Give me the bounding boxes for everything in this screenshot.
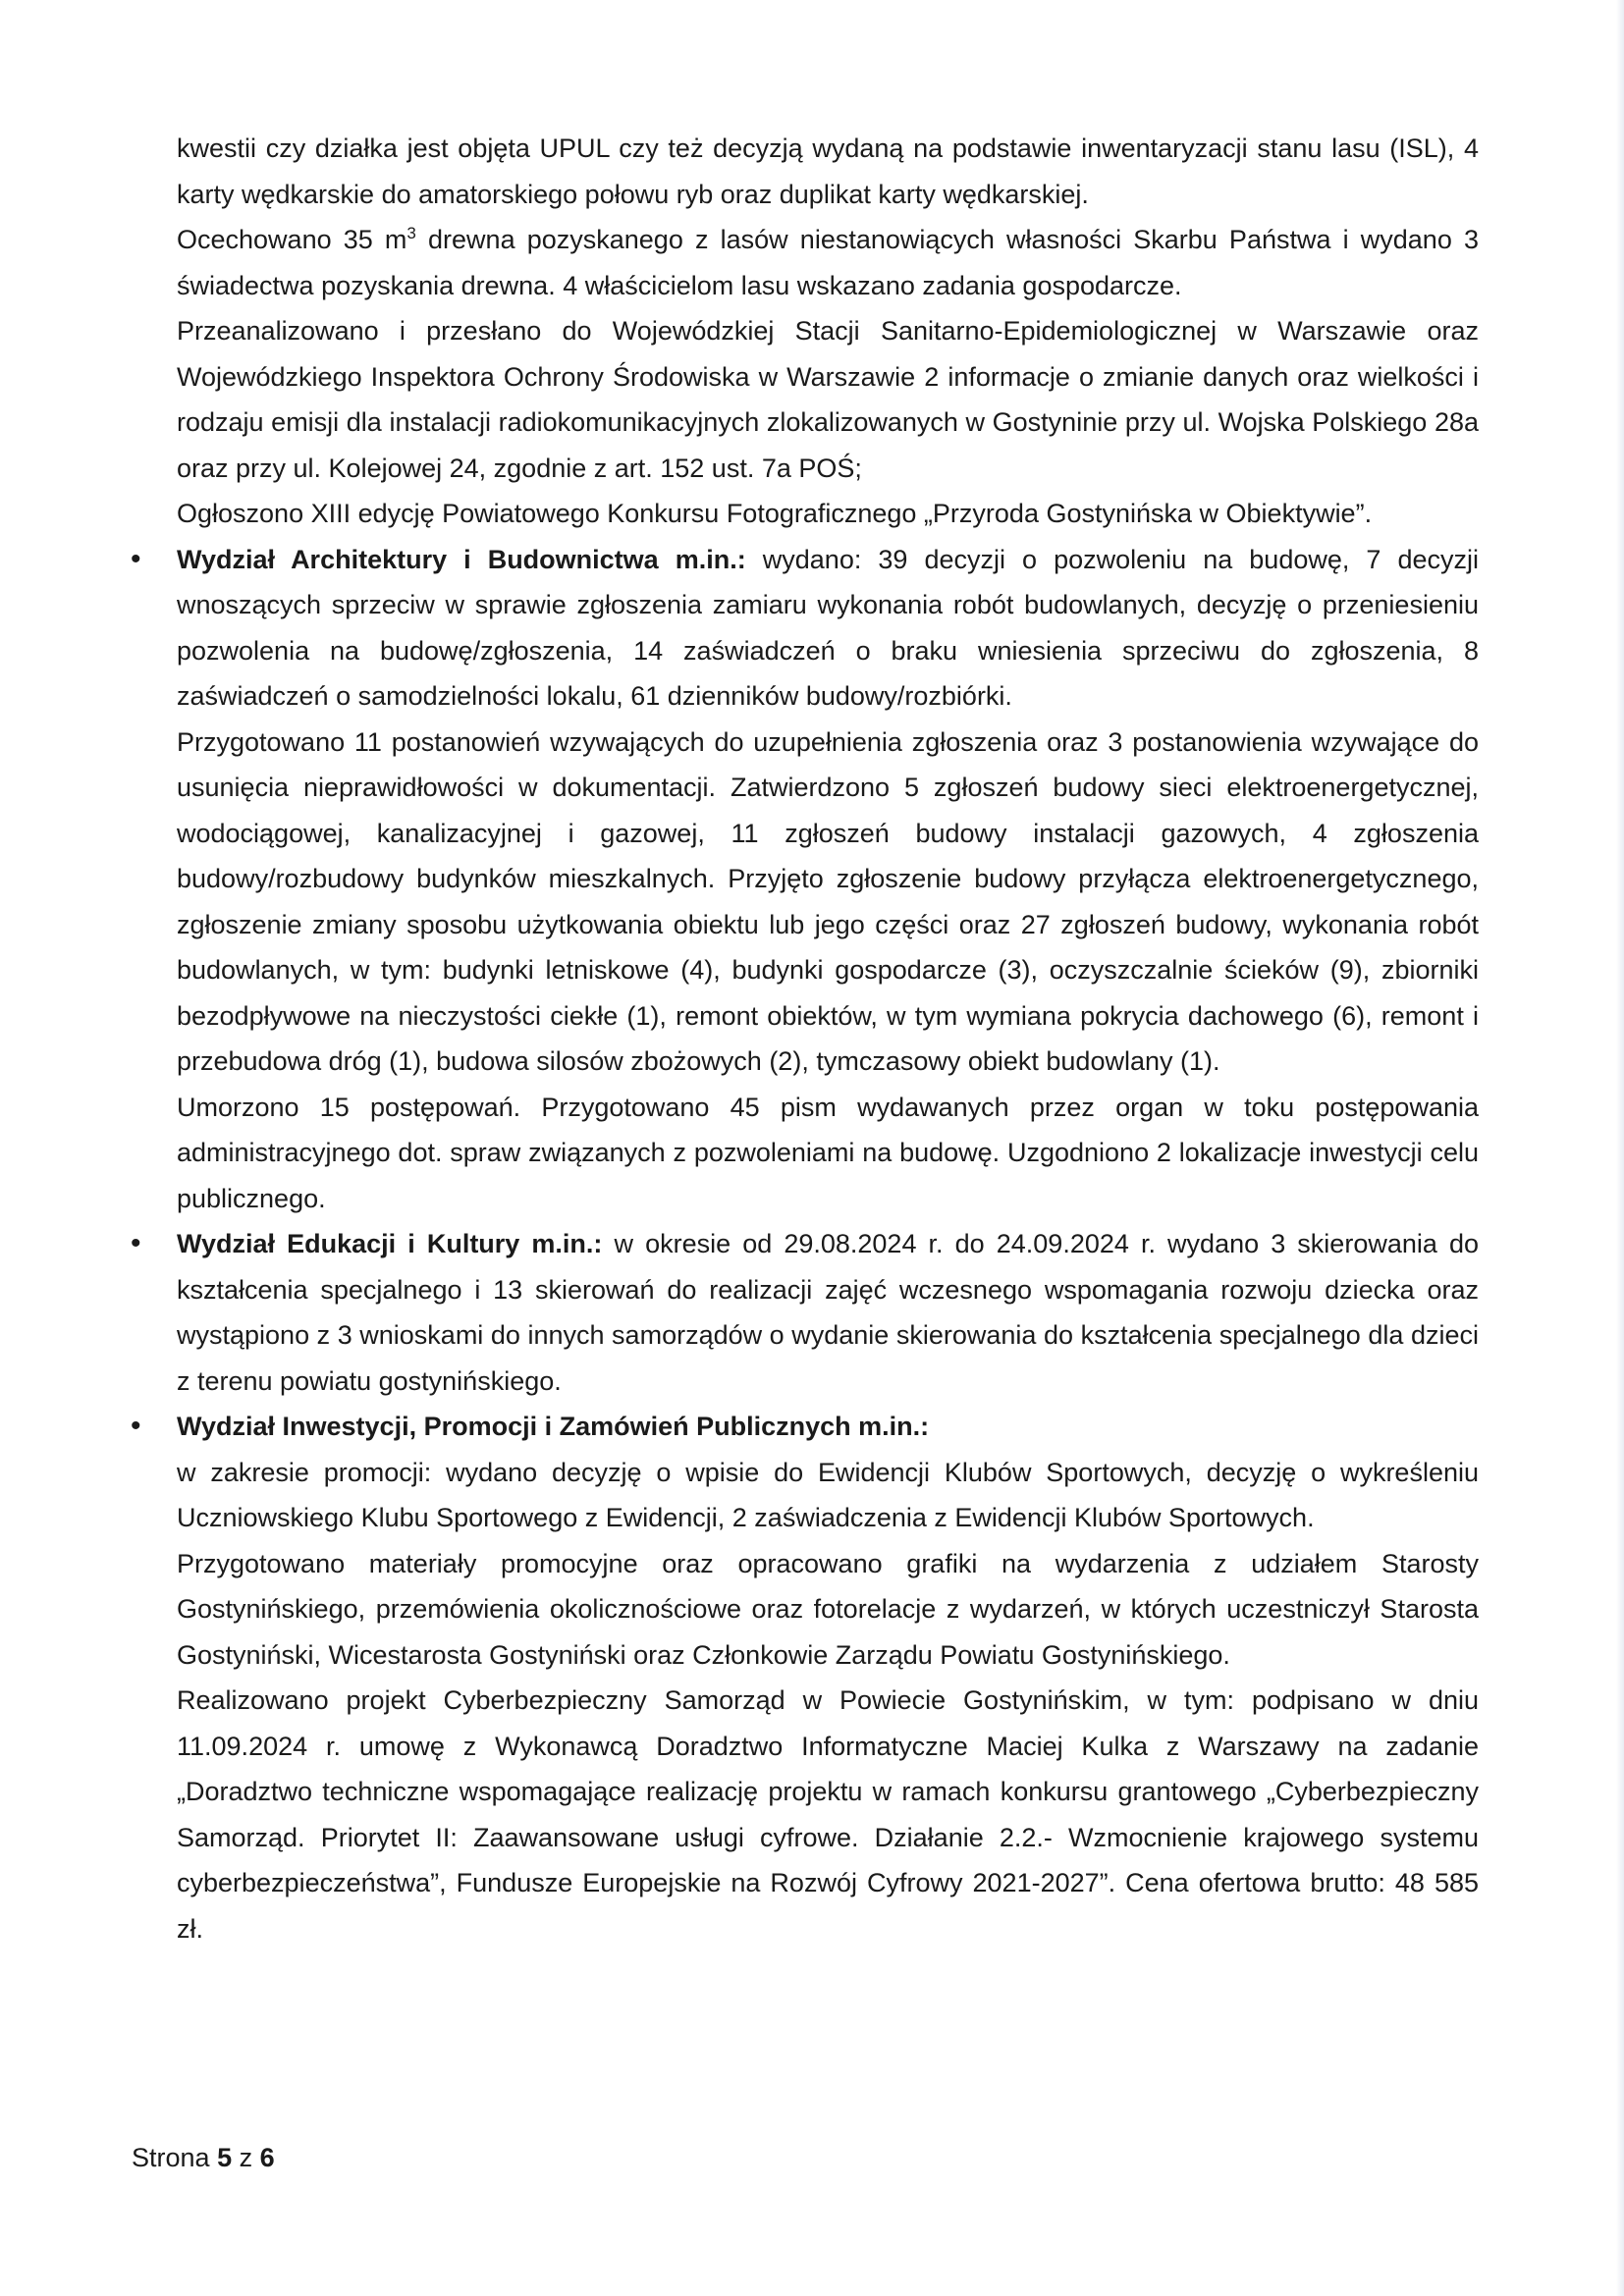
page-label: Strona [132,2143,210,2172]
paragraph-intro-continuation: kwestii czy działka jest objęta UPUL czy też decyzją wydaną na podstawie inwentaryzacji stanu lasu (ISL), 4 karty wędkarskie do amatorskiego połowu ryb oraz duplikat karty wędkarskiej. [177,133,1479,209]
section-edukacja [131,1221,1479,1404]
section-architektura [131,537,1479,1222]
page-total: 6 [259,2143,275,2172]
inwestycje-paragraph-1: w zakresie promocji: wydano decyzję o wpisie do Ewidencji Klubów Sportowych, decyzję o wykreśleniu Uczniowskiego Klubu Sportowego z Ewidencji, 2 zaświadczenia z Ewidencji Klubów Sportowych. [177,1457,1479,1532]
paragraph-emissions: Przeanalizowano i przesłano do Wojewódzkiej Stacji Sanitarno-Epidemiologicznej w Warszawie oraz Wojewódzkiego Inspektora Ochrony Środowiska w Warszawie 2 informacje o zmianie danych oraz wielkości i rodzaju emisji dla instalacji radiokomunikacyjnych zlokalizowanych w Gostyninie przy ul. Wojska Polskiego 28a oraz przy ul. Kolejowej 24, zgodnie z art. 152 ust. 7a POŚ; [177,316,1479,483]
bullet-icon: • [131,1227,141,1259]
section-inwestycje [131,1404,1479,1951]
page-separator: z [239,2143,253,2172]
cubic-superscript: 3 [406,224,416,242]
edukacja-paragraph-1 [177,1221,1479,1404]
inwestycje-paragraph-3: Realizowano projekt Cyberbezpieczny Samorząd w Powiecie Gostynińskim, w tym: podpisano w dniu 11.09.2024 r. umowę z Wykonawcą Doradztwo Informatyczne Maciej Kulka z Warszawy na zadanie „Doradztwo techniczne wspomagające realizację projektu w ramach konkursu grantowego „Cyberbezpieczny Samorząd. Priorytet II: Zaawansowane usługi cyfrowe. Działanie 2.2.- Wzmocnienie krajowego systemu cyberbezpieczeństwa”, Fundusze Europejskie na Rozwój Cyfrowy 2021-2027”. Cena ofertowa brutto: 48 585 zł. [177,1685,1479,1944]
inwestycje-paragraph-2: Przygotowano materiały promocyjne oraz opracowano grafiki na wydarzenia z udziałem Starosty Gostynińskiego, przemówienia okolicznościowe oraz fotorelacje z wydarzeń, w których uczestniczył Starosta Gostyniński, Wicestarosta Gostyniński oraz Członkowie Zarządu Powiatu Gostynińskiego. [177,1548,1479,1670]
timber-text-end: drewna pozyskanego z lasów niestanowiących własności Skarbu Państwa i wydano 3 świadectwa pozyskania drewna. 4 właścicielom lasu wskazano zadania gospodarcze. [177,225,1479,300]
bullet-icon: • [131,1410,141,1442]
page-number-footer [132,2138,275,2177]
bullet-icon: • [131,542,141,575]
edukacja-text-1: w okresie od 29.08.2024 r. do 24.09.2024 r. wydano 3 skierowania do kształcenia specjalnego i 13 skierowań do realizacji zajęć wczesnego wspomagania rozwoju dziecka oraz wystąpiono z 3 wnioskami do innych samorządów o wydanie skierowania do kształcenia specjalnego dla dzieci z terenu powiatu gostynińskiego. [177,1229,1479,1396]
page-current: 5 [217,2143,233,2172]
paragraph-photo-contest: Ogłoszono XIII edycję Powiatowego Konkursu Fotograficznego „Przyroda Gostynińska w Obiektywie”. [177,499,1373,528]
section-heading-architektura: Wydział Architektury i Budownictwa m.in.: [177,544,746,574]
architektura-paragraph-2: Przygotowano 11 postanowień wzywających do uzupełnienia zgłoszenia oraz 3 postanowienia wzywające do usunięcia nieprawidłowości w dokumentacji. Zatwierdzono 5 zgłoszeń budowy sieci elektroenergetycznej, wodociągowej, kanalizacyjnej i gazowej, 11 zgłoszeń budowy instalacji gazowych, 4 zgłoszenia budowy/rozbudowy budynków mieszkalnych. Przyjęto zgłoszenie budowy przyłącza elektroenergetycznego, zgłoszenie zmiany sposobu użytkowania obiektu lub jego części oraz 27 zgłoszeń budowy, wykonania robót budowlanych, w tym: budynki letniskowe (4), budynki gospodarcze (3), oczyszczalnie ścieków (9), zbiorniki bezodpływowe na nieczystości ciekłe (1), remont obiektów, w tym wymiana pokrycia dachowego (6), remont i przebudowa dróg (1), budowa silosów zbożowych (2), tymczasowy obiekt budowlany (1). [177,726,1479,1076]
document-body [131,126,1479,1951]
paragraph-timber-marking [177,217,1479,308]
architektura-paragraph-3: Umorzono 15 postępowań. Przygotowano 45 pism wydawanych przez organ w toku postępowania administracyjnego dot. spraw związanych z pozwoleniami na budowę. Uzgodniono 2 lokalizacje inwestycji celu publicznego. [177,1092,1479,1213]
page-edge-shadow [1616,0,1624,2296]
architektura-text-1: wydano: 39 decyzji o pozwoleniu na budowę, 7 decyzji wnoszących sprzeciw w sprawie zgłoszenia zamiaru wykonania robót budowlanych, decyzję o przeniesieniu pozwolenia na budowę/zgłoszenia, 14 zaświadczeń o braku wniesienia sprzeciwu do zgłoszenia, 8 zaświadczeń o samodzielności lokalu, 61 dzienników budowy/rozbiórki. [177,544,1479,711]
timber-text-start: Ocechowano 35 m [177,225,407,254]
section-heading-edukacja: Wydział Edukacji i Kultury m.in.: [177,1229,603,1258]
architektura-paragraph-1 [177,537,1479,720]
section-heading-inwestycje: Wydział Inwestycji, Promocji i Zamówień Publicznych m.in.: [177,1412,930,1441]
